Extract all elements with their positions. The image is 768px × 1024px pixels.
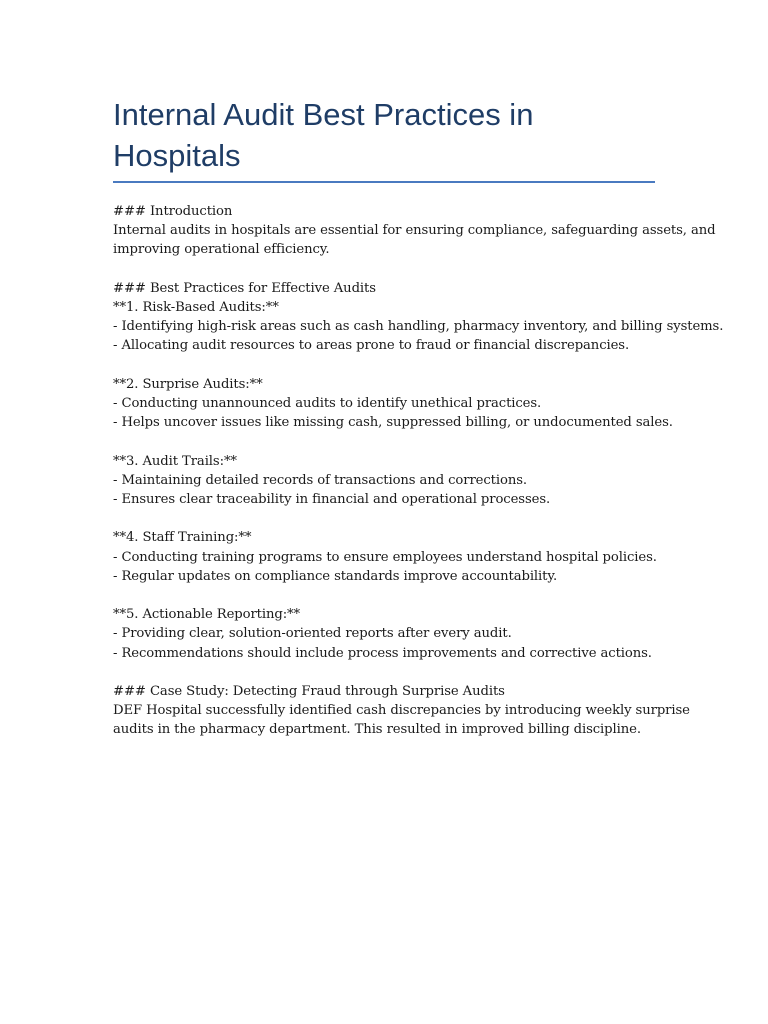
title-underline [113,181,655,183]
document-title: Internal Audit Best Practices in Hospitals [113,97,534,173]
text-line: **2. Surprise Audits:** [113,376,263,392]
text-line: - Providing clear, solution-oriented reports after every audit. [113,626,512,642]
text-line: - Recommendations should include process improvements and corrective actions. [113,645,652,661]
text-line: - Ensures clear traceability in financial and operational processes. [113,492,551,507]
text-line: - Conducting unannounced audits to identify unethical practices. [113,396,542,411]
document-body [113,202,724,740]
document-page [113,94,724,740]
text-line: ### Introduction [113,204,233,219]
text-line: - Helps uncover issues like missing cash, suppressed billing, or undocumented sales. [113,415,673,431]
text-line: - Allocating audit resources to areas prone to fraud or financial discrepancies. [113,338,630,354]
text-line: **4. Staff Training:** [113,530,252,546]
blank-line [113,509,655,528]
text-line: DEF Hospital successfully identified cash discrepancies by introducing weekly surprise [113,703,690,719]
blank-line [113,663,655,682]
text-line: ### Best Practices for Effective Audits [113,280,376,296]
blank-line [113,356,655,375]
text-line: **1. Risk-Based Audits:** [113,300,279,315]
text-line: - Maintaining detailed records of transactions and corrections. [113,472,527,488]
text-line: ### Case Study: Detecting Fraud through Surprise Audits [113,683,505,699]
text-line: audits in the pharmacy department. This resulted in improved billing discipline. [113,722,641,738]
blank-line [113,586,655,605]
blank-line [113,260,655,279]
text-line: improving operational efficiency. [113,242,330,258]
text-line: - Regular updates on compliance standards improve accountability. [113,568,558,584]
blank-line [113,432,655,451]
text-line: - Identifying high-risk areas such as cash handling, pharmacy inventory, and billing systems. [113,319,724,335]
text-line: **3. Audit Trails:** [113,453,237,469]
text-line: **5. Actionable Reporting:** [113,607,301,623]
text-line: - Conducting training programs to ensure employees understand hospital policies. [113,549,657,565]
text-line: Internal audits in hospitals are essential for ensuring compliance, safeguarding assets, and [113,223,716,239]
